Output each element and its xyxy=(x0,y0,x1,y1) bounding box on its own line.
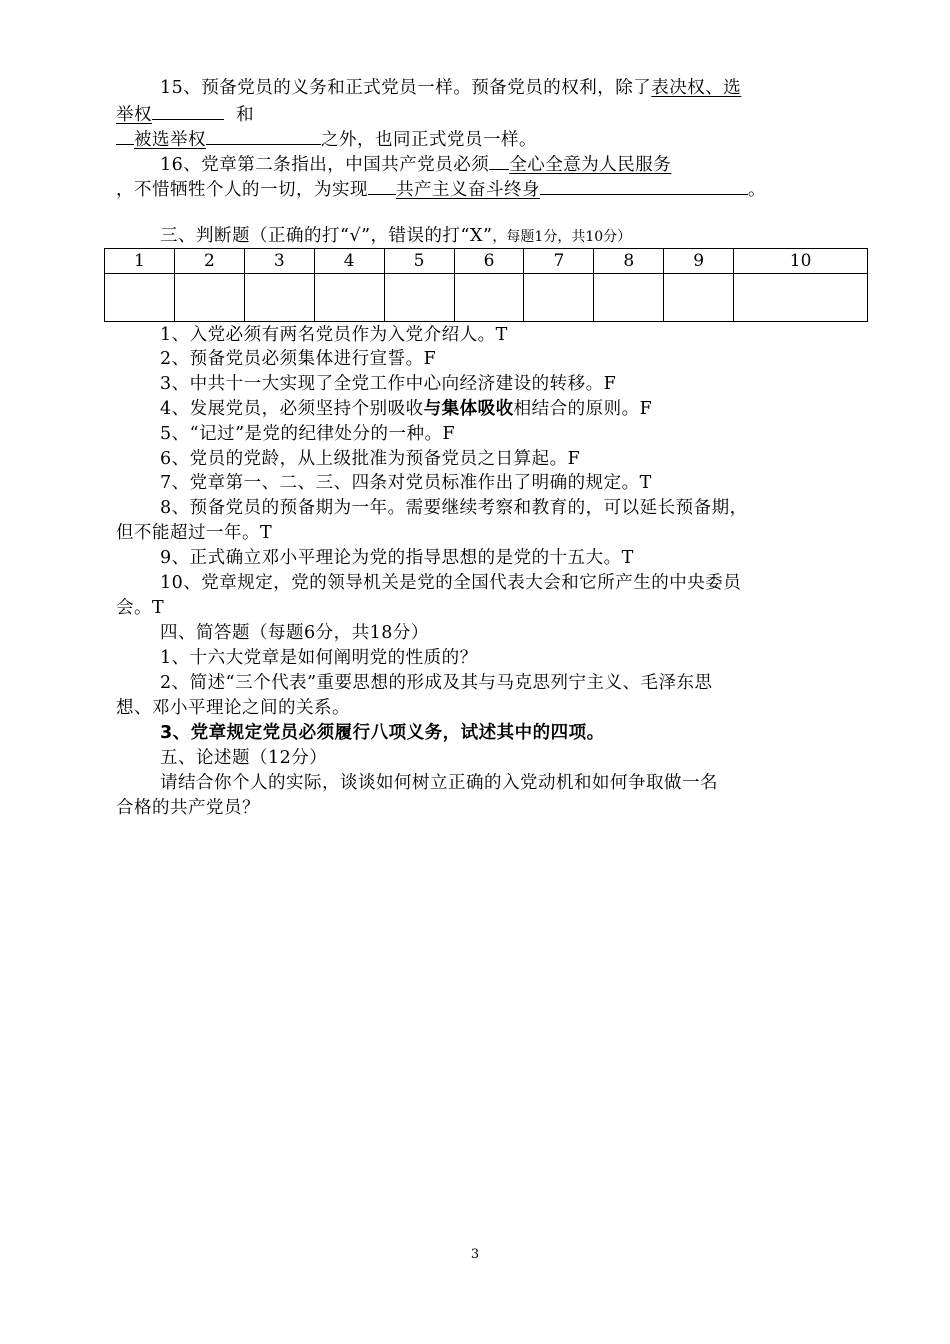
q15-line-3 xyxy=(116,126,861,152)
q15-line-1 xyxy=(160,76,860,100)
answer-cell xyxy=(664,274,734,322)
tf-item-9: 9、正式确立邓小平理论为党的指导思想的是党的十五大。T xyxy=(160,548,634,568)
sa-question-1: 1、十六大党章是如何阐明党的性质的？ xyxy=(160,648,478,668)
answer-cell xyxy=(105,274,175,322)
answer-cell xyxy=(244,274,314,322)
answer-table-header: 1 xyxy=(105,249,175,274)
answer-table-header: 4 xyxy=(314,249,384,274)
answer-cell xyxy=(314,274,384,322)
tf-item-1: 1、入党必须有两名党员作为入党介绍人。T xyxy=(160,325,508,345)
section3-title-scoring: ，每题1分，共10分） xyxy=(492,229,632,245)
q15-answer-part3: 被选举权 xyxy=(134,130,206,150)
tf-item-6: 6、党员的党龄，从上级批准为预备党员之日算起。F xyxy=(160,449,581,469)
sa-question-2-line-1: 2、简述“三个代表”重要思想的形成及其与马克思列宁主义、毛泽东思 xyxy=(160,673,713,693)
tf-item-4-c: 相结合的原则。F xyxy=(513,399,653,419)
q15-blank-tail xyxy=(206,126,321,145)
q16-text-2: ，不惜牺牲个人的一切，为实现 xyxy=(116,180,368,200)
answer-table-header: 7 xyxy=(524,249,594,274)
answer-table xyxy=(104,248,868,322)
q16-text: 16、党章第二条指出，中国共产党员必须 xyxy=(160,155,490,175)
answer-table-answer-row xyxy=(105,274,868,322)
q16-blank-lead-2 xyxy=(368,176,396,195)
section3-title xyxy=(160,224,860,249)
answer-table-header: 2 xyxy=(174,249,244,274)
tf-item-8-line-1: 8、预备党员的预备期为一年。需要继续考察和教育的，可以延长预备期， xyxy=(160,498,748,518)
answer-cell xyxy=(174,274,244,322)
section4-title: 四、简答题（每题6分，共18分） xyxy=(160,623,429,643)
essay-question-line-1: 请结合你个人的实际，谈谈如何树立正确的入党动机和如何争取做一名 xyxy=(160,773,718,793)
answer-table-header: 5 xyxy=(384,249,454,274)
q15-blank-lead xyxy=(116,126,134,145)
answer-cell xyxy=(454,274,524,322)
tf-item-7: 7、党章第一、二、三、四条对党员标准作出了明确的规定。T xyxy=(160,473,652,493)
essay-question-line-2: 合格的共产党员？ xyxy=(116,798,260,818)
answer-table-header: 9 xyxy=(664,249,734,274)
answer-cell xyxy=(384,274,454,322)
answer-cell xyxy=(734,274,868,322)
q16-answer-1: 全心全意为人民服务 xyxy=(509,155,672,175)
tf-item-10-line-2: 会。T xyxy=(116,598,165,618)
tf-item-4-bold: 与集体吸收 xyxy=(423,399,514,419)
q15-answer-part1: 表决权、选 xyxy=(651,78,742,98)
tf-item-5: 5、“记过”是党的纪律处分的一种。F xyxy=(160,424,456,444)
answer-cell xyxy=(594,274,664,322)
answer-cell xyxy=(524,274,594,322)
q16-end: 。 xyxy=(748,180,766,200)
section5-title: 五、论述题（12分） xyxy=(160,748,328,768)
q15-and: 和 xyxy=(236,105,255,125)
answer-table-header-row xyxy=(105,249,868,274)
tf-item-3: 3、中共十一大实现了全党工作中心向经济建设的转移。F xyxy=(160,374,617,394)
tf-item-4-a: 4、发展党员，必须坚持个别吸收 xyxy=(160,399,424,419)
q15-answer-part2: 举权 xyxy=(116,105,152,125)
tf-item-4 xyxy=(160,397,860,421)
answer-table-header: 10 xyxy=(734,249,868,274)
q16-answer-2: 共产主义奋斗终身 xyxy=(396,180,540,200)
tf-item-2: 2、预备党员必须集体进行宣誓。F xyxy=(160,349,437,369)
sa-question-3: 3、党章规定党员必须履行八项义务，试述其中的四项。 xyxy=(160,723,605,743)
q16-blank-tail xyxy=(540,176,748,195)
sa-question-2-line-2: 想、邓小平理论之间的关系。 xyxy=(116,698,350,718)
page-number: 3 xyxy=(470,1247,480,1262)
q15-line-2 xyxy=(116,101,861,127)
q16-blank-lead xyxy=(489,151,509,170)
q16-line-1 xyxy=(160,151,860,177)
answer-table-header: 8 xyxy=(594,249,664,274)
q15-tail: 之外，也同正式党员一样。 xyxy=(321,130,537,150)
q15-blank-line xyxy=(152,101,224,120)
tf-item-8-line-2: 但不能超过一年。T xyxy=(116,523,273,543)
q16-line-2 xyxy=(116,176,861,202)
section3-title-main: 三、判断题（正确的打“√”，错误的打“X” xyxy=(160,226,493,246)
answer-table-header: 6 xyxy=(454,249,524,274)
q15-text: 15、预备党员的义务和正式党员一样。预备党员的权利，除了 xyxy=(160,78,652,98)
answer-table-header: 3 xyxy=(244,249,314,274)
tf-item-10-line-1: 10、党章规定，党的领导机关是党的全国代表大会和它所产生的中央委员 xyxy=(160,573,742,593)
